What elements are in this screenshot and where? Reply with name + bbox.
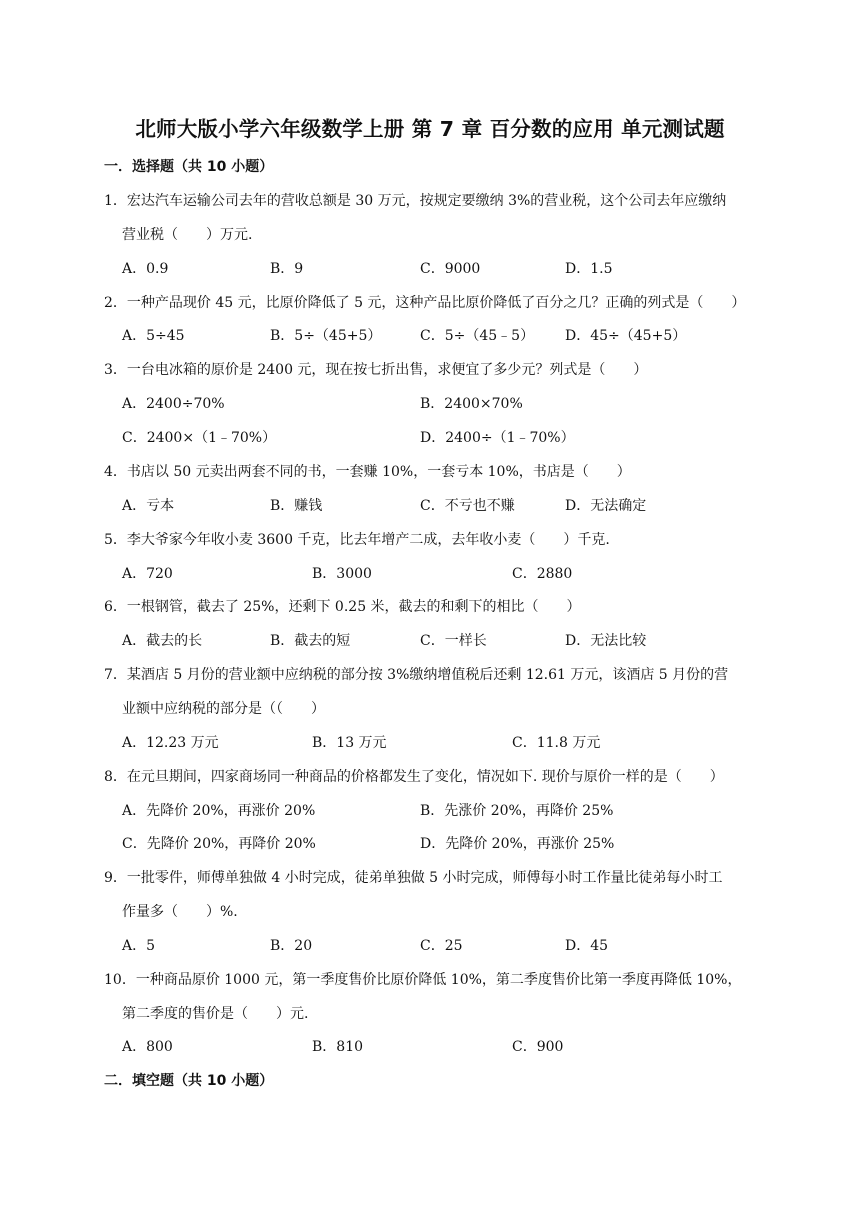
question-10-option-c: C．900 (512, 1039, 564, 1055)
question-8-line-1: 8．在元旦期间，四家商场同一种商品的价格都发生了变化，情况如下. 现价与原价一样的是（ ） (104, 769, 724, 785)
question-1-option-a: A．0.9 (122, 261, 169, 277)
question-4-option-d: D．无法确定 (565, 498, 647, 514)
section-heading-multiple-choice: 一．选择题（共 10 小题） (104, 159, 274, 175)
question-7-option-b: B．13 万元 (312, 735, 387, 751)
question-7-option-a: A．12.23 万元 (122, 735, 219, 751)
question-7-line-1: 7．某酒店 5 月份的营业额中应纳税的部分按 3%缴纳增值税后还剩 12.61 万元，该酒店 5 月份的营 (104, 667, 729, 683)
question-9-option-a: A．5 (122, 938, 156, 954)
question-10-option-b: B．810 (312, 1039, 364, 1055)
question-2-option-c: C．5÷（45﹣5） (420, 328, 535, 344)
question-10-line-1: 10．一种商品原价 1000 元，第一季度售价比原价降低 10%，第二季度售价比第一季度再降低 10%， (104, 972, 742, 988)
question-3-option-d: D．2400÷（1﹣70%） (420, 430, 575, 446)
question-8-option-a: A．先降价 20%，再涨价 20% (122, 803, 316, 819)
question-5-option-a: A．720 (122, 566, 173, 582)
question-2-option-d: D．45÷（45+5） (565, 328, 687, 344)
question-1-option-c: C．9000 (420, 261, 481, 277)
question-4-option-b: B．赚钱 (270, 498, 323, 514)
question-1-line-1: 1．宏达汽车运输公司去年的营收总额是 30 万元，按规定要缴纳 3%的营业税，这个公司去年应缴纳 (104, 193, 727, 209)
question-9-line-2: 作量多（ ）%. (122, 904, 238, 920)
question-9-option-c: C．25 (420, 938, 463, 954)
question-5-line-1: 5．李大爷家今年收小麦 3600 千克，比去年增产二成，去年收小麦（ ）千克. (104, 532, 610, 548)
question-7-option-c: C．11.8 万元 (512, 735, 601, 751)
question-5-option-c: C．2880 (512, 566, 573, 582)
question-3-line-1: 3．一台电冰箱的原价是 2400 元，现在按七折出售，求便宜了多少元？列式是（ ） (104, 362, 648, 378)
question-2-option-a: A．5÷45 (122, 328, 185, 344)
question-6-option-c: C．一样长 (420, 633, 487, 649)
question-4-option-a: A．亏本 (122, 498, 175, 514)
question-8-option-b: B．先涨价 20%，再降价 25% (420, 803, 614, 819)
question-9-option-d: D．45 (565, 938, 609, 954)
question-5-option-b: B．3000 (312, 566, 372, 582)
question-2-option-b: B．5÷（45+5） (270, 328, 382, 344)
question-3-option-c: C．2400×（1﹣70%） (122, 430, 277, 446)
page-title: 北师大版小学六年级数学上册 第 7 章 百分数的应用 单元测试题 (135, 117, 725, 141)
question-1-option-d: D．1.5 (565, 261, 613, 277)
question-4-line-1: 4．书店以 50 元卖出两套不同的书，一套赚 10%，一套亏本 10%，书店是（ ） (104, 464, 631, 480)
question-6-line-1: 6．一根钢管，截去了 25%，还剩下 0.25 米，截去的和剩下的相比（ ） (104, 599, 581, 615)
question-2-line-1: 2．一种产品现价 45 元，比原价降低了 5 元，这种产品比原价降低了百分之几？正确的列式是（ ） (104, 295, 746, 311)
question-1-line-2: 营业税（ ）万元. (122, 227, 253, 243)
question-7-line-2: 业额中应纳税的部分是（（ ） (122, 701, 325, 717)
question-4-option-c: C．不亏也不赚 (420, 498, 515, 514)
question-8-option-c: C．先降价 20%，再降价 20% (122, 836, 316, 852)
section-heading-fill-in: 二．填空题（共 10 小题） (104, 1073, 274, 1089)
question-10-option-a: A．800 (122, 1039, 173, 1055)
question-9-option-b: B．20 (270, 938, 313, 954)
question-3-option-b: B．2400×70% (420, 396, 523, 412)
question-6-option-b: B．截去的短 (270, 633, 351, 649)
question-6-option-d: D．无法比较 (565, 633, 647, 649)
question-3-option-a: A．2400÷70% (122, 396, 225, 412)
question-8-option-d: D．先降价 20%，再涨价 25% (420, 836, 615, 852)
question-1-option-b: B．9 (270, 261, 304, 277)
question-6-option-a: A．截去的长 (122, 633, 203, 649)
question-9-line-1: 9．一批零件，师傅单独做 4 小时完成，徒弟单独做 5 小时完成，师傅每小时工作量比徒弟每小时工 (104, 870, 723, 886)
question-10-line-2: 第二季度的售价是（ ）元. (122, 1006, 309, 1022)
